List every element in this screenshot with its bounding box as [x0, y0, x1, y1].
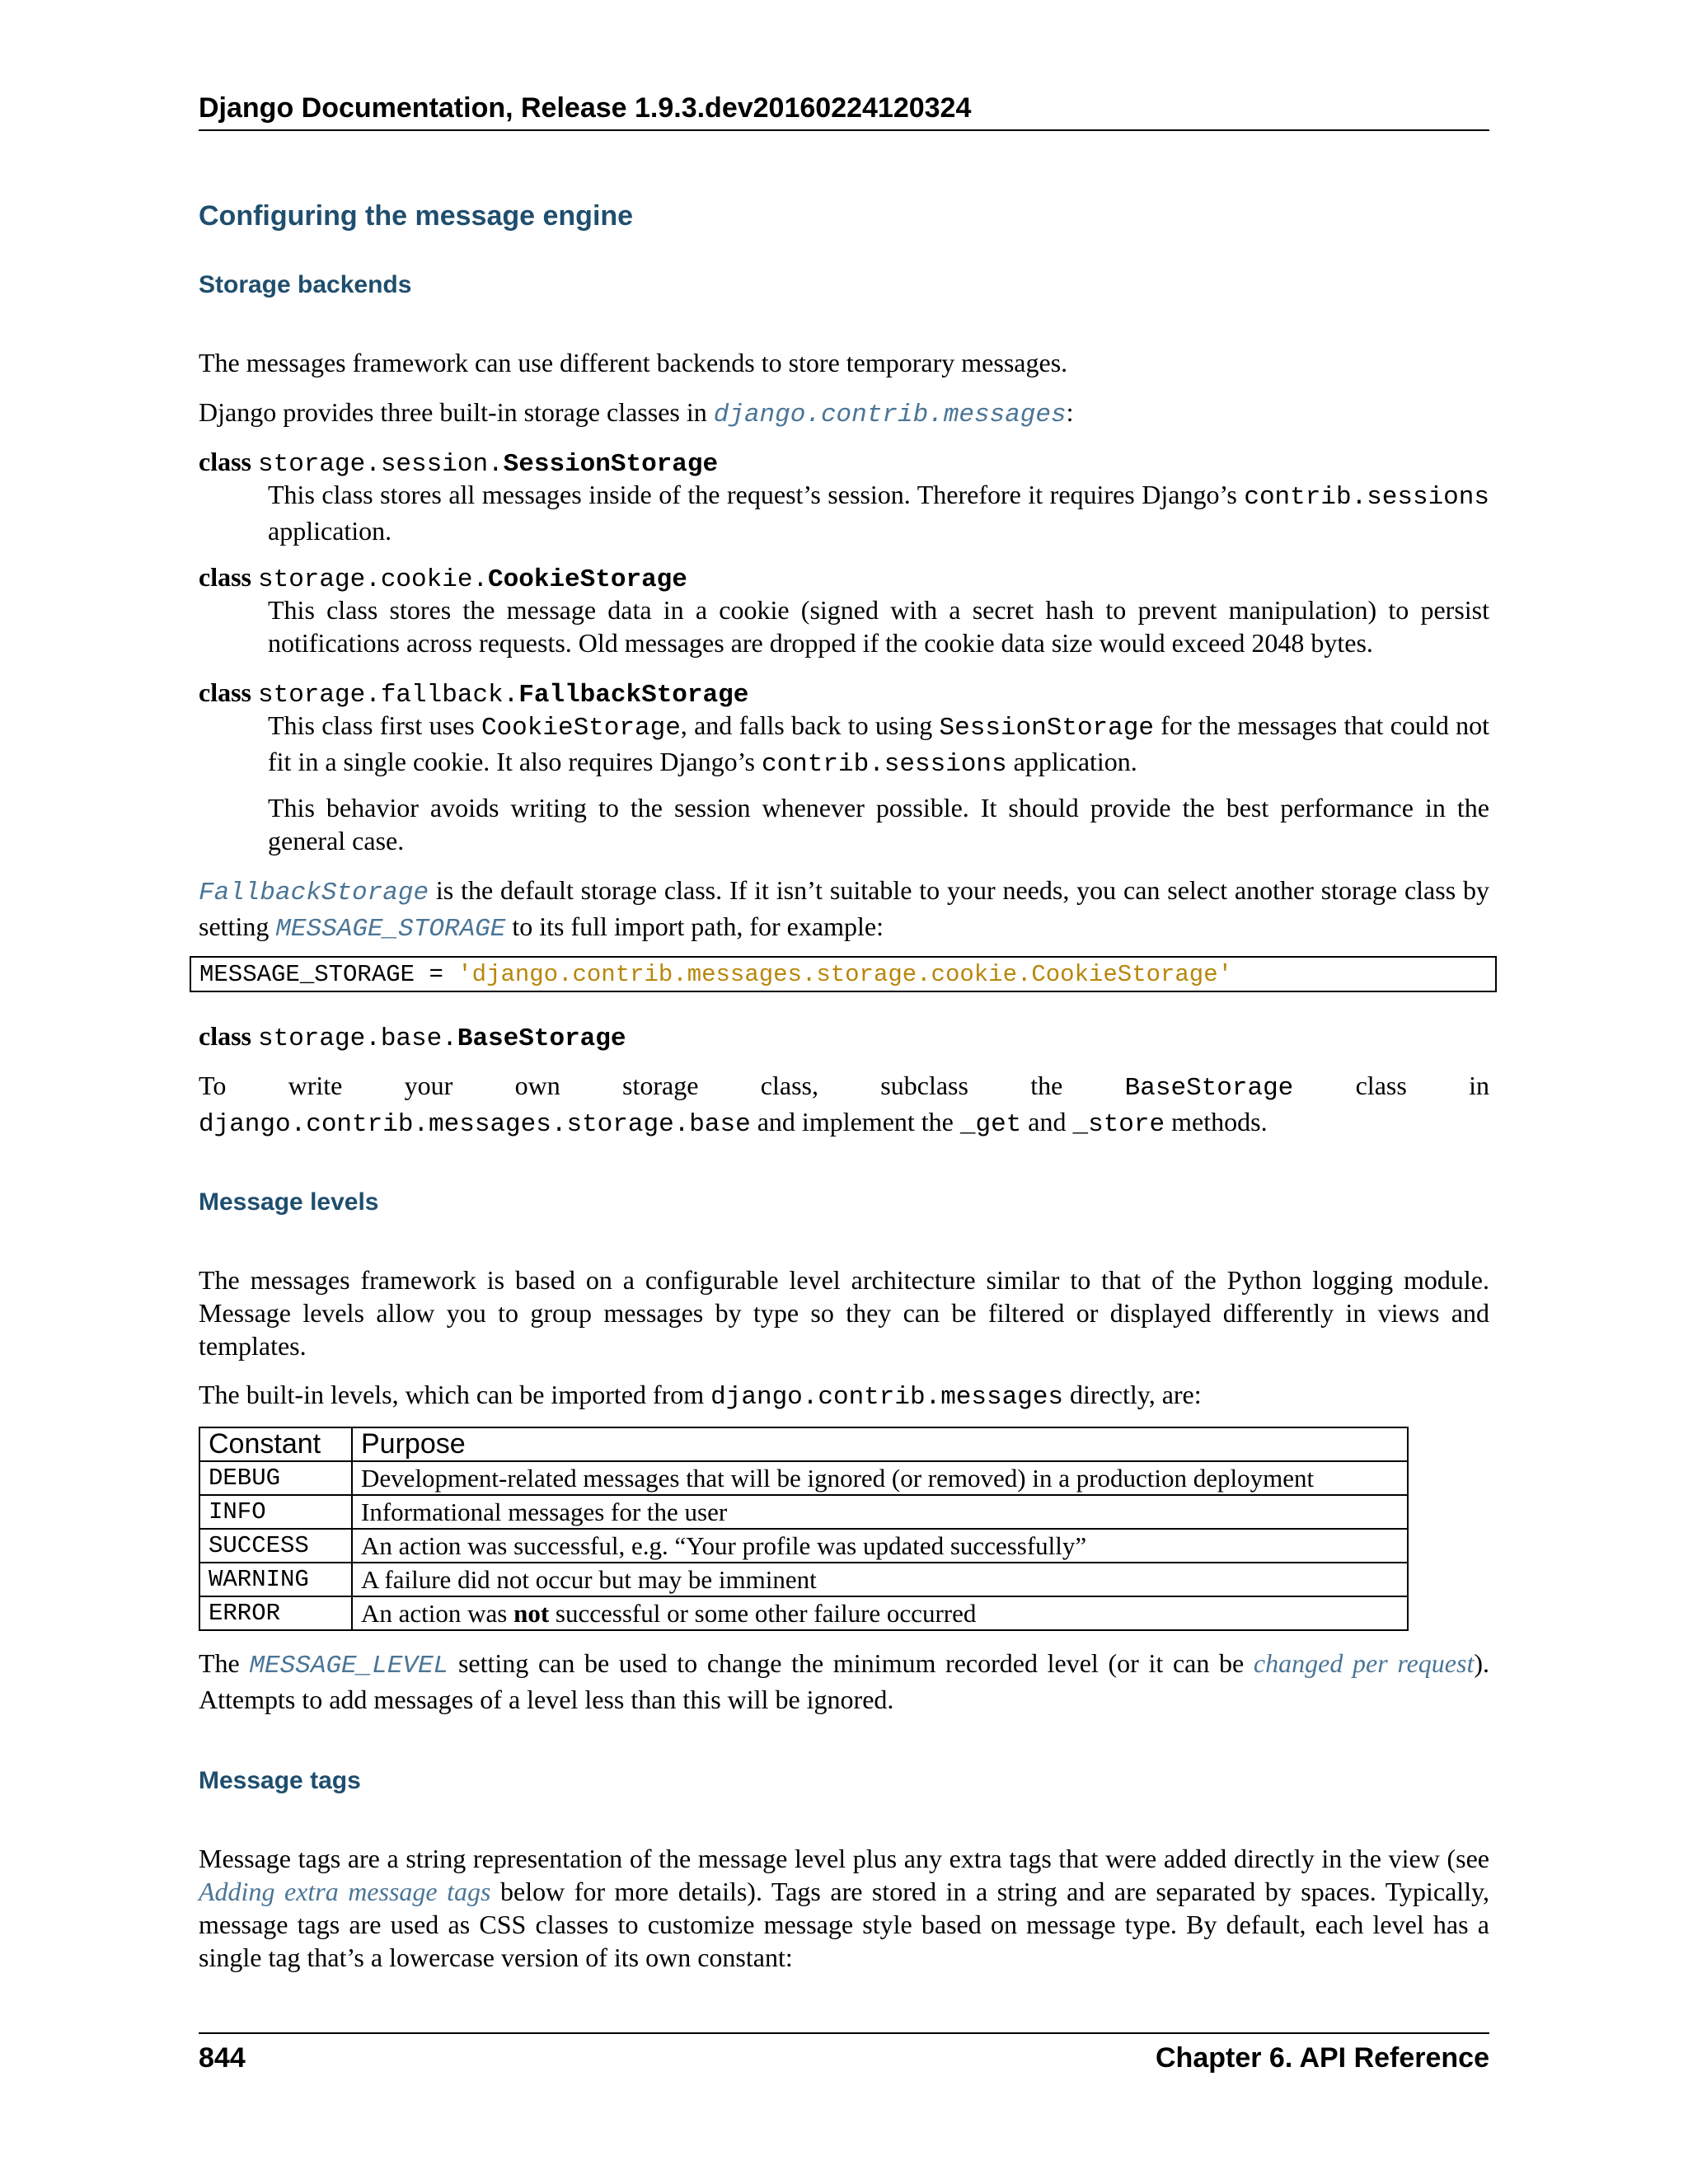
storage-intro-paragraph: The messages framework can use different backends to store temporary messages.: [199, 348, 1068, 377]
purpose-cell: An action was not successful or some other failure occurred: [352, 1596, 1408, 1630]
storage-classes-paragraph: Django provides three built-in storage classes in django.contrib.messages:: [199, 397, 1074, 429]
base-storage-signature: class storage.base.BaseStorage: [199, 1021, 626, 1053]
adding-extra-message-tags-link[interactable]: Adding extra message tags: [199, 1877, 491, 1906]
message-tags-heading: Message tags: [199, 1767, 361, 1794]
changed-per-request-link[interactable]: changed per request: [1253, 1648, 1475, 1678]
constant-cell: INFO: [199, 1495, 352, 1529]
levels-intro-paragraph: The messages framework is based on a configurable level architecture similar to that of the Python logging module. Message levels allow you to group messages by type so they can be filtered or displayed differently in views and templates.: [199, 1265, 1489, 1361]
running-header: Django Documentation, Release 1.9.3.dev20160224120324: [199, 92, 972, 124]
table-row: [199, 1596, 1408, 1630]
builtin-levels-paragraph: The built-in levels, which can be imported from django.contrib.messages directly, are:: [199, 1380, 1202, 1412]
message-tags-paragraph: Message tags are a string representation of the message level plus any extra tags that were added directly in the view (see Adding extra message tags below for more details). Tags are stored in a string and are separated by spaces. Typically, message tags are used as CSS classes to customize message style based on message type. By default, each level has a single tag that’s a lowercase version of its own constant:: [199, 1844, 1490, 1972]
message-levels-table: [199, 1427, 1409, 1631]
message-levels-heading: Message levels: [199, 1188, 379, 1216]
base-storage-name: BaseStorage: [457, 1024, 626, 1053]
purpose-cell: Development-related messages that will be ignored (or removed) in a production deployment: [352, 1461, 1408, 1495]
table-header-row: [199, 1427, 1408, 1461]
constant-cell: DEBUG: [199, 1461, 352, 1495]
header-rule: [199, 129, 1489, 131]
custom-storage-paragraph: To write your own storage class, subclass the BaseStorage class in django.contrib.messages.storage.base and implement the _get and _store methods.: [199, 1071, 1490, 1139]
fallback-storage-link[interactable]: FallbackStorage: [199, 879, 429, 907]
fallback-storage-description: This class first uses CookieStorage, and falls back to using SessionStorage for the messages that could not fit in a single cookie. It also requires Django’s contrib.sessions application.: [268, 710, 1490, 779]
django-contrib-messages-link[interactable]: django.contrib.messages: [713, 401, 1067, 429]
table-row: [199, 1495, 1408, 1529]
message-level-setting-paragraph: The MESSAGE_LEVEL setting can be used to change the minimum recorded level (or it can be changed per request). Attempts to add messages of a level less than this will be ignored.: [199, 1648, 1490, 1714]
purpose-cell: A failure did not occur but may be imminent: [352, 1563, 1408, 1596]
footer-rule: [199, 2032, 1489, 2034]
table-row: [199, 1563, 1408, 1596]
session-storage-signature: class storage.session.SessionStorage: [199, 447, 719, 479]
column-header-purpose: Purpose: [352, 1427, 1408, 1461]
section-title: Configuring the message engine: [199, 200, 634, 232]
constant-cell: ERROR: [199, 1596, 352, 1630]
column-header-constant: Constant: [199, 1427, 352, 1461]
message-level-link[interactable]: MESSAGE_LEVEL: [249, 1652, 449, 1680]
message-storage-link[interactable]: MESSAGE_STORAGE: [275, 915, 506, 944]
fallback-storage-behavior: This behavior avoids writing to the session whenever possible. It should provide the best performance in the general case.: [268, 793, 1489, 855]
cookie-storage-signature: class storage.cookie.CookieStorage: [199, 562, 687, 594]
fallback-storage-signature: class storage.fallback.FallbackStorage: [199, 677, 749, 710]
table-row: [199, 1461, 1408, 1495]
cookie-storage-name: CookieStorage: [488, 565, 687, 594]
constant-cell: WARNING: [199, 1563, 352, 1596]
session-storage-description: This class stores all messages inside of the request’s session. Therefore it requires Django’s contrib.sessions application.: [268, 480, 1489, 546]
default-storage-paragraph: FallbackStorage is the default storage class. If it isn’t suitable to your needs, you can select another storage class by setting MESSAGE_STORAGE to its full import path, for example:: [199, 875, 1489, 944]
chapter-title: Chapter 6. API Reference: [1156, 2042, 1489, 2074]
fallback-storage-name: FallbackStorage: [518, 681, 749, 710]
cookie-storage-description: This class stores the message data in a cookie (signed with a secret hash to prevent manipulation) to persist notifications across requests. Old messages are dropped if the cookie data size would exceed 2048 bytes.: [268, 595, 1489, 658]
purpose-cell: Informational messages for the user: [352, 1495, 1408, 1529]
storage-backends-heading: Storage backends: [199, 271, 412, 298]
code-example-block: MESSAGE_STORAGE = 'django.contrib.messages.storage.cookie.CookieStorage': [190, 956, 1497, 992]
table-row: [199, 1529, 1408, 1563]
constant-cell: SUCCESS: [199, 1529, 352, 1563]
purpose-cell: An action was successful, e.g. “Your profile was updated successfully”: [352, 1529, 1408, 1563]
session-storage-name: SessionStorage: [503, 450, 719, 479]
page-number: 844: [199, 2042, 246, 2074]
